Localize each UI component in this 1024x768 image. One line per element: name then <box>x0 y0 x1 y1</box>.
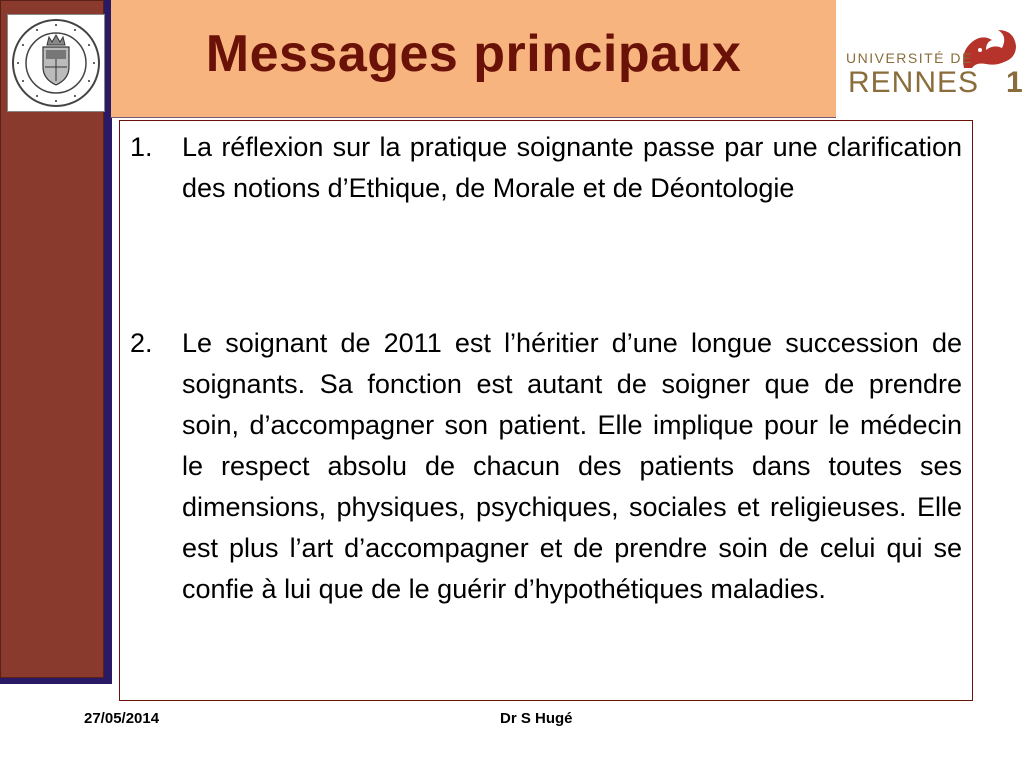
content-box <box>119 120 973 701</box>
university-logo <box>846 28 1021 98</box>
slide-title: Messages principaux <box>205 25 742 83</box>
university-label-main: RENNES <box>848 66 980 99</box>
university-label-top: UNIVERSITÉ DE <box>846 50 973 66</box>
footer-author: Dr S Hugé <box>500 710 573 727</box>
title-band <box>110 0 836 118</box>
list-item-number: 1. <box>130 132 153 162</box>
faculty-seal-logo <box>7 14 105 112</box>
list-item-text: La réflexion sur la pratique soignante passe par une clarification des notions d’Ethique, de Morale et de Déontologie <box>182 132 962 203</box>
university-label-number: 1 <box>1006 66 1023 99</box>
list-item-text: Le soignant de 2011 est l’héritier d’une longue succession de soignants. Sa fonction est autant de soigner que de prendre soin, d’accompagner son patient. Elle implique pour le médecin le respect absolu de chacun des patients dans toutes ses dimensions, physiques, psychiques, sociales et religieuses. Elle est plus l’art d’accompagner et de prendre soin de celui qui se confie à lui que de le guérir d’hypothétiques maladies. <box>182 328 962 604</box>
footer-date: 27/05/2014 <box>84 710 160 727</box>
list-item <box>130 127 962 209</box>
list-item <box>130 323 962 610</box>
list-item-number: 2. <box>130 328 153 358</box>
faculty-seal-icon <box>10 17 102 109</box>
